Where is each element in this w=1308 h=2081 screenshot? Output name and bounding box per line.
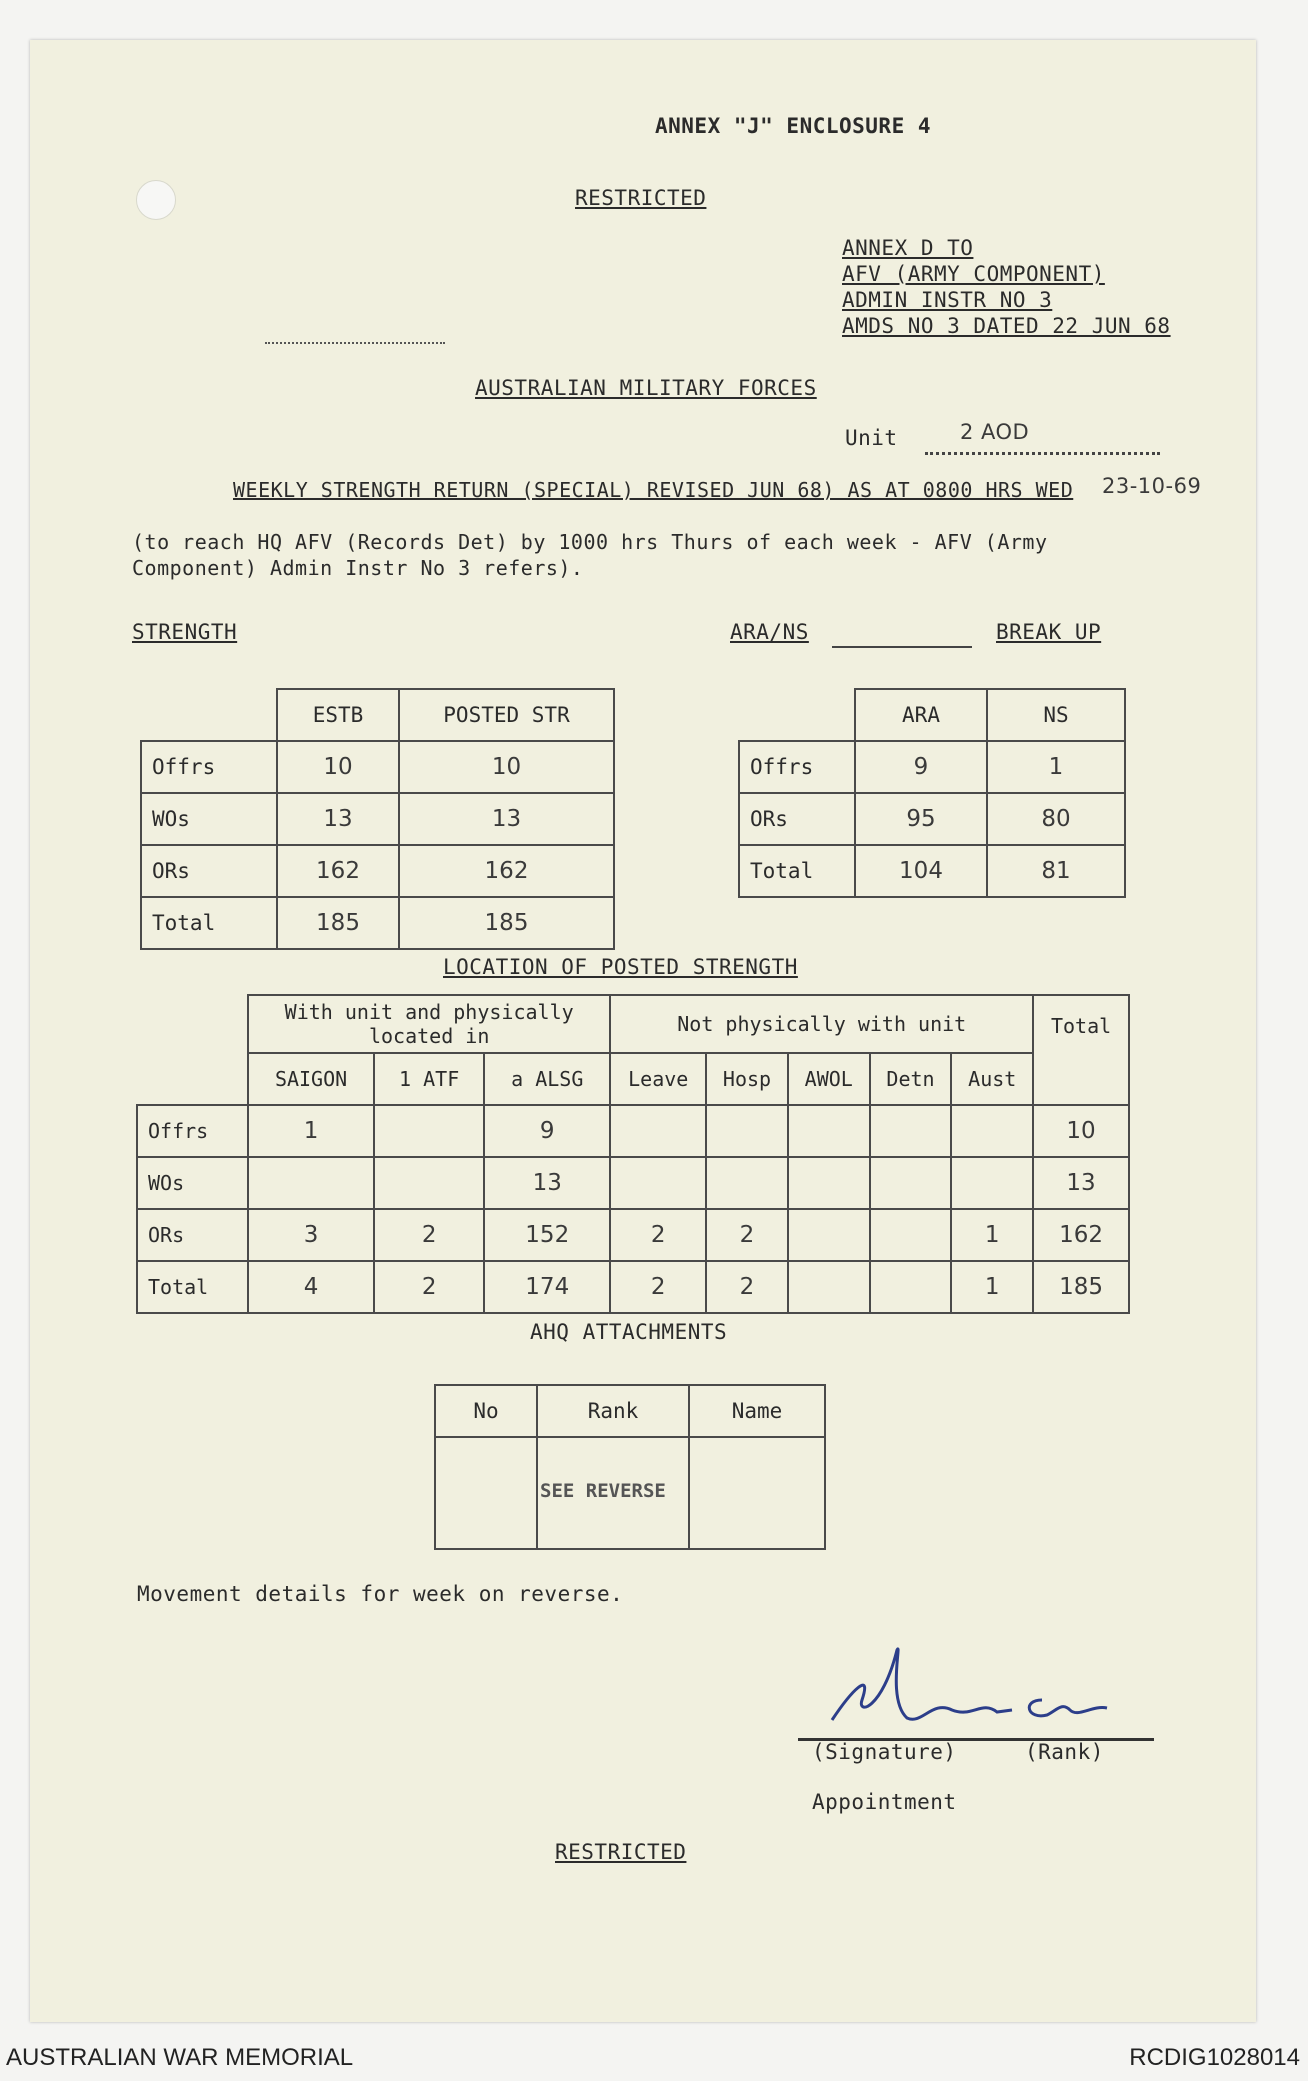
instruction-line-1: (to reach HQ AFV (Records Det) by 1000 hrs Thurs of each week - AFV (Army [132, 530, 1048, 554]
posted-value: 13 [399, 793, 614, 845]
row-label: Offrs [739, 741, 855, 793]
cell-aust [951, 1157, 1033, 1209]
ref-line-4: AMDS NO 3 DATED 22 JUN 68 [842, 314, 1171, 338]
movement-note: Movement details for week on reverse. [137, 1582, 624, 1606]
col-estb: ESTB [277, 689, 399, 741]
col-alsg: a ALSG [484, 1053, 610, 1105]
breakup-corner [739, 689, 855, 741]
cell-detn [870, 1105, 952, 1157]
row-label: ORs [141, 845, 277, 897]
col-detn: Detn [870, 1053, 952, 1105]
posted-value: 162 [399, 845, 614, 897]
cell-leave: 2 [610, 1261, 706, 1313]
cell-awol [788, 1209, 870, 1261]
row-label: Offrs [137, 1105, 248, 1157]
table-row [137, 1209, 1129, 1261]
org-title: AUSTRALIAN MILITARY FORCES [475, 376, 817, 400]
footer-left: AUSTRALIAN WAR MEMORIAL [6, 2044, 354, 2071]
strength-heading: STRENGTH [132, 620, 238, 644]
table-row [141, 845, 614, 897]
location-heading: LOCATION OF POSTED STRENGTH [443, 955, 798, 979]
cell-hosp: 2 [706, 1261, 788, 1313]
table-row [137, 1105, 1129, 1157]
row-label: Total [739, 845, 855, 897]
cell-alsg: 152 [484, 1209, 610, 1261]
with-unit-group [248, 995, 610, 1053]
breakup-heading: BREAK UP [996, 620, 1102, 644]
cell-saigon: 4 [248, 1261, 374, 1313]
location-corner [137, 995, 248, 1105]
cell-awol [788, 1261, 870, 1313]
cell-saigon [248, 1157, 374, 1209]
col-saigon: SAIGON [248, 1053, 374, 1105]
unit-dots [925, 452, 1160, 455]
col-no: No [435, 1385, 537, 1437]
punch-hole [136, 180, 176, 220]
ref-line-1: ANNEX D TO [842, 236, 974, 260]
col-posted: POSTED STR [399, 689, 614, 741]
table-row [141, 741, 614, 793]
unit-value: 2 AOD [960, 420, 1030, 444]
breakup-rule [832, 646, 972, 648]
cell-awol [788, 1105, 870, 1157]
cell-hosp [706, 1157, 788, 1209]
col-ns: NS [987, 689, 1125, 741]
ara-ns-heading: ARA/NS [730, 620, 809, 644]
cell-total: 10 [1033, 1105, 1129, 1157]
cell-1-atf: 2 [374, 1261, 484, 1313]
cell-1-atf: 2 [374, 1209, 484, 1261]
cell-1-atf [374, 1157, 484, 1209]
cell-aust [951, 1105, 1033, 1157]
col-leave: Leave [610, 1053, 706, 1105]
cell-detn [870, 1157, 952, 1209]
return-date: 23-10-69 [1102, 474, 1202, 498]
ns-value: 1 [987, 741, 1125, 793]
cell-1-atf [374, 1105, 484, 1157]
row-label: ORs [739, 793, 855, 845]
see-reverse-stamp: SEE REVERSE [540, 1480, 666, 1502]
restricted-bottom: RESTRICTED [555, 1840, 687, 1864]
appointment-label: Appointment [812, 1790, 957, 1814]
cell-aust: 1 [951, 1209, 1033, 1261]
return-title: WEEKLY STRENGTH RETURN (SPECIAL) REVISED JUN 68) AS AT 0800 HRS WED [233, 478, 1074, 502]
col-name: Name [689, 1385, 825, 1437]
table-row [137, 1157, 1129, 1209]
row-label: Total [141, 897, 277, 949]
cell-saigon: 3 [248, 1209, 374, 1261]
posted-value: 185 [399, 897, 614, 949]
attach-cell-name [689, 1437, 825, 1549]
dotted-line [265, 342, 445, 344]
cell-alsg: 174 [484, 1261, 610, 1313]
cell-leave [610, 1105, 706, 1157]
attach-cell-rank [537, 1437, 689, 1549]
col-1-atf: 1 ATF [374, 1053, 484, 1105]
cell-saigon: 1 [248, 1105, 374, 1157]
with-unit-line-1: With unit and physically [284, 1000, 574, 1024]
row-label: Total [137, 1261, 248, 1313]
cell-leave: 2 [610, 1209, 706, 1261]
cell-hosp: 2 [706, 1209, 788, 1261]
posted-value: 10 [399, 741, 614, 793]
attachments-heading: AHQ ATTACHMENTS [530, 1320, 728, 1344]
table-row [739, 793, 1125, 845]
ref-line-2: AFV (ARMY COMPONENT) [842, 262, 1105, 286]
cell-alsg: 13 [484, 1157, 610, 1209]
cell-total: 185 [1033, 1261, 1129, 1313]
row-label: WOs [137, 1157, 248, 1209]
instruction-line-2: Component) Admin Instr No 3 refers). [132, 556, 584, 580]
table-row [137, 1261, 1129, 1313]
with-unit-line-2: located in [368, 1024, 490, 1048]
cell-detn [870, 1261, 952, 1313]
estb-value: 185 [277, 897, 399, 949]
col-hosp: Hosp [706, 1053, 788, 1105]
footer-right: RCDIG1028014 [1129, 2044, 1300, 2071]
table-row [141, 897, 614, 949]
estb-value: 13 [277, 793, 399, 845]
ara-value: 95 [855, 793, 987, 845]
strength-table [140, 688, 615, 950]
strength-corner [141, 689, 277, 741]
cell-detn [870, 1209, 952, 1261]
annex-line: ANNEX "J" ENCLOSURE 4 [655, 114, 932, 138]
row-label: Offrs [141, 741, 277, 793]
col-rank: Rank [537, 1385, 689, 1437]
ara-value: 104 [855, 845, 987, 897]
row-label: WOs [141, 793, 277, 845]
attach-cell-no [435, 1437, 537, 1549]
breakup-table [738, 688, 1126, 898]
cell-leave [610, 1157, 706, 1209]
signature-mark [812, 1640, 1132, 1740]
signature-label: (Signature) [812, 1740, 957, 1764]
not-with-unit-group: Not physically with unit [610, 995, 1033, 1053]
table-row [141, 793, 614, 845]
cell-total: 13 [1033, 1157, 1129, 1209]
table-row [739, 845, 1125, 897]
unit-label: Unit [845, 426, 898, 450]
rank-label: (Rank) [1025, 1740, 1104, 1764]
col-ara: ARA [855, 689, 987, 741]
estb-value: 10 [277, 741, 399, 793]
estb-value: 162 [277, 845, 399, 897]
table-row [739, 741, 1125, 793]
location-table [136, 994, 1130, 1314]
col-total: Total [1033, 995, 1129, 1105]
ara-value: 9 [855, 741, 987, 793]
cell-awol [788, 1157, 870, 1209]
cell-aust: 1 [951, 1261, 1033, 1313]
cell-total: 162 [1033, 1209, 1129, 1261]
attachments-table [434, 1384, 826, 1550]
ns-value: 80 [987, 793, 1125, 845]
row-label: ORs [137, 1209, 248, 1261]
cell-alsg: 9 [484, 1105, 610, 1157]
ref-line-3: ADMIN INSTR NO 3 [842, 288, 1053, 312]
col-awol: AWOL [788, 1053, 870, 1105]
cell-hosp [706, 1105, 788, 1157]
ns-value: 81 [987, 845, 1125, 897]
restricted-top: RESTRICTED [575, 186, 707, 210]
col-aust: Aust [951, 1053, 1033, 1105]
